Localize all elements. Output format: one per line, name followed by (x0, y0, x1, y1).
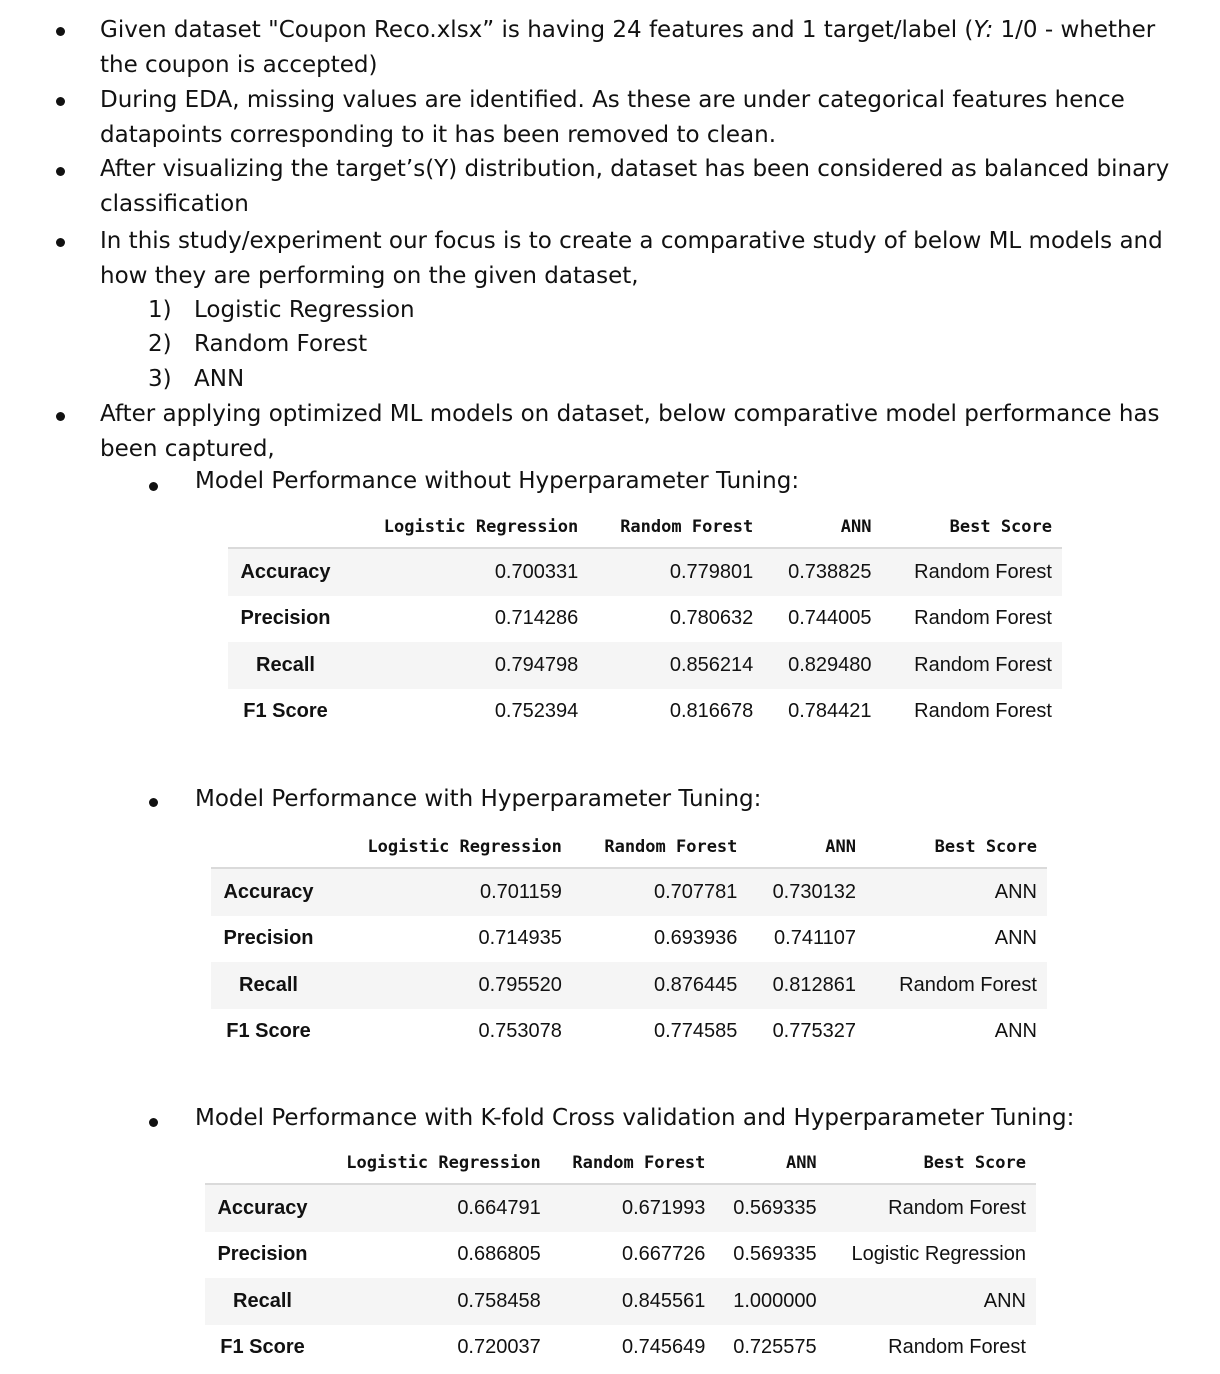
cell-value: 0.569335 (733, 1243, 817, 1266)
cell-best: Random Forest (882, 642, 1063, 689)
header-best-score: Best Score (882, 507, 1063, 548)
cell-value: 0.693936 (653, 927, 738, 950)
row-label: Accuracy (228, 548, 343, 596)
cell-value: 1.000000 (715, 1278, 826, 1325)
bullet-line: been captured, (100, 435, 275, 462)
performance-table-tuning (211, 827, 1047, 1055)
bullet-text-results (100, 397, 1160, 466)
cell-value: 0.753078 (478, 1020, 562, 1043)
cell-best: Random Forest (882, 548, 1063, 596)
cell-value: 0.795520 (326, 962, 572, 1009)
row-label: Recall (211, 962, 326, 1009)
table-row (205, 1184, 1036, 1232)
header-best-score: Best Score (827, 1143, 1036, 1184)
bullet-text-distribution (100, 152, 1169, 221)
table-row (205, 1278, 1036, 1325)
bullet-line: In this study/experiment our focus is to create a comparative study of below ML models and (100, 228, 1163, 254)
cell-value: 0.845561 (551, 1278, 716, 1325)
cell-best: Random Forest (866, 962, 1047, 1009)
header-random-forest: Random Forest (588, 507, 763, 548)
header-ann: ANN (715, 1143, 826, 1184)
row-label: Accuracy (205, 1184, 320, 1232)
row-label: Precision (240, 607, 331, 630)
cell-value: 0.876445 (572, 962, 748, 1009)
cell-best: Random Forest (827, 1184, 1036, 1232)
table-header-row (228, 507, 1062, 548)
header-ann: ANN (763, 507, 881, 548)
header-ann: ANN (747, 827, 866, 868)
performance-table-no-tuning (228, 507, 1062, 735)
cell-value: 0.667726 (621, 1243, 706, 1266)
row-label: Precision (217, 1243, 308, 1266)
cell-value: 0.856214 (588, 642, 763, 689)
table-row (205, 1232, 1036, 1279)
row-label: Precision (223, 927, 314, 950)
cell-value: 0.714935 (478, 927, 562, 950)
cell-value: 0.812861 (747, 962, 866, 1009)
header-logistic-regression: Logistic Regression (320, 1143, 551, 1184)
model-number: 2) (148, 331, 172, 357)
sub-bullet-dot (149, 798, 158, 807)
cell-value: 0.758458 (320, 1278, 551, 1325)
bullet-dot (56, 97, 65, 106)
bullet-dot (56, 238, 65, 247)
header-random-forest: Random Forest (551, 1143, 716, 1184)
cell-best: Random Forest (914, 607, 1052, 630)
cell-value: 0.714286 (494, 607, 579, 630)
bullet-italic: Y: (973, 17, 994, 43)
bullet-dot (56, 167, 65, 176)
bullet-line: Given dataset "Coupon Reco.xlsx” is having 24 features and 1 target/label ( (100, 17, 974, 43)
header-empty (211, 827, 326, 868)
cell-best: Logistic Regression (851, 1243, 1026, 1266)
header-empty (228, 507, 343, 548)
bullet-text-dataset (100, 13, 1155, 82)
cell-value: 0.664791 (320, 1184, 551, 1232)
cell-value: 0.794798 (343, 642, 588, 689)
cell-best: ANN (994, 927, 1037, 950)
model-name: Random Forest (194, 331, 368, 357)
table-row (211, 962, 1047, 1009)
table-header-row (205, 1143, 1036, 1184)
table-row (211, 868, 1047, 916)
section-title-tuning: Model Performance with Hyperparameter Tuning: (195, 786, 762, 812)
cell-value: 0.701159 (326, 868, 572, 916)
bullet-line: how they are performing on the given dataset, (100, 262, 639, 289)
row-label: F1 Score (243, 700, 328, 723)
bullet-text-study (100, 224, 1163, 293)
sub-bullet-dot (149, 1118, 158, 1127)
cell-value: 0.671993 (551, 1184, 716, 1232)
header-logistic-regression: Logistic Regression (343, 507, 588, 548)
bullet-line: 1/0 - whether (993, 17, 1156, 43)
bullet-dot (56, 27, 65, 36)
bullet-text-eda (100, 83, 1125, 152)
bullet-dot (56, 412, 65, 421)
model-name: Logistic Regression (194, 297, 415, 323)
cell-value: 0.829480 (763, 642, 881, 689)
bullet-line: After visualizing the target’s(Y) distribution, dataset has been considered as balanced binary (100, 156, 1170, 182)
bullet-line: classification (100, 190, 249, 217)
cell-best: ANN (866, 868, 1047, 916)
cell-value: 0.784421 (788, 700, 872, 723)
table-row (211, 1009, 1047, 1056)
bullet-line: During EDA, missing values are identified. As these are under categorical features hence (100, 87, 1125, 113)
cell-value: 0.707781 (572, 868, 748, 916)
cell-value: 0.774585 (653, 1020, 738, 1043)
bullet-line: datapoints corresponding to it has been removed to clean. (100, 121, 777, 148)
cell-value: 0.779801 (588, 548, 763, 596)
cell-value: 0.775327 (772, 1020, 856, 1043)
performance-table-kfold (205, 1143, 1036, 1371)
sub-bullet-dot (149, 482, 158, 491)
header-best-score: Best Score (866, 827, 1047, 868)
section-title-kfold: Model Performance with K-fold Cross validation and Hyperparameter Tuning: (195, 1105, 1075, 1131)
table-row (228, 548, 1062, 596)
row-label: Accuracy (211, 868, 326, 916)
table-header-row (211, 827, 1047, 868)
cell-value: 0.686805 (457, 1243, 541, 1266)
bullet-line: the coupon is accepted) (100, 51, 378, 78)
cell-value: 0.816678 (669, 700, 754, 723)
header-empty (205, 1143, 320, 1184)
table-row (205, 1325, 1036, 1372)
table-row (211, 916, 1047, 963)
table-row (228, 689, 1062, 736)
cell-best: Random Forest (914, 700, 1052, 723)
cell-value: 0.720037 (457, 1336, 541, 1359)
cell-value: 0.780632 (669, 607, 754, 630)
table-row (228, 642, 1062, 689)
cell-value: 0.730132 (747, 868, 866, 916)
row-label: Recall (228, 642, 343, 689)
cell-value: 0.738825 (763, 548, 881, 596)
cell-best: ANN (994, 1020, 1037, 1043)
cell-best: ANN (827, 1278, 1036, 1325)
row-label: Recall (205, 1278, 320, 1325)
row-label: F1 Score (220, 1336, 305, 1359)
model-name: ANN (194, 366, 245, 392)
model-number: 3) (148, 366, 172, 392)
bullet-line: After applying optimized ML models on dataset, below comparative model performance has (100, 401, 1160, 427)
section-title-no-tuning: Model Performance without Hyperparameter Tuning: (195, 468, 800, 494)
model-number: 1) (148, 297, 172, 323)
cell-value: 0.744005 (788, 607, 872, 630)
cell-value: 0.569335 (715, 1184, 826, 1232)
cell-value: 0.752394 (494, 700, 579, 723)
row-label: F1 Score (226, 1020, 311, 1043)
cell-best: Random Forest (888, 1336, 1026, 1359)
cell-value: 0.725575 (733, 1336, 817, 1359)
cell-value: 0.741107 (774, 927, 856, 950)
table-row (228, 596, 1062, 643)
cell-value: 0.745649 (621, 1336, 706, 1359)
header-logistic-regression: Logistic Regression (326, 827, 572, 868)
cell-value: 0.700331 (343, 548, 588, 596)
header-random-forest: Random Forest (572, 827, 748, 868)
